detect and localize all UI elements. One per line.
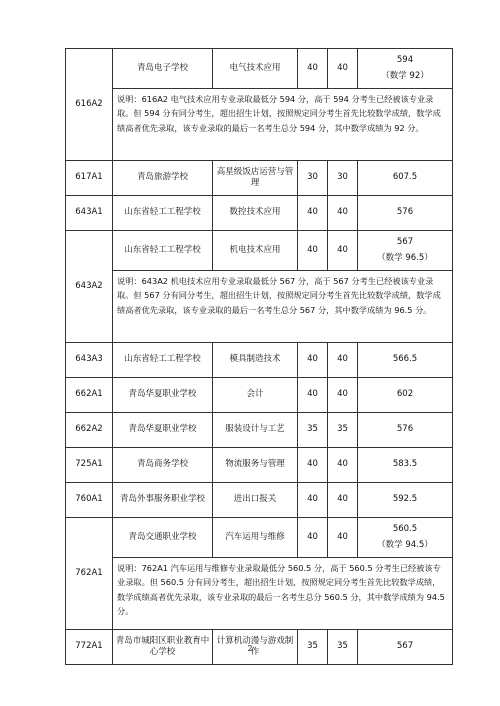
min-score-value: 594	[396, 55, 414, 66]
major-name-cell: 机电技术应用	[213, 231, 298, 271]
min-score-value: 583.5	[392, 459, 418, 470]
admitted-count-cell: 40	[328, 378, 358, 413]
min-score-value: 592.5	[392, 494, 418, 505]
table-row	[66, 231, 453, 271]
min-score-value: 566.5	[392, 354, 418, 365]
admitted-count-cell: 35	[328, 630, 358, 665]
plan-count-cell: 30	[298, 161, 328, 196]
program-code-cell: 617A1	[66, 161, 113, 196]
plan-count-cell: 35	[298, 413, 328, 448]
min-score-value: 576	[396, 424, 414, 435]
major-name-cell: 模具制造技术	[213, 343, 298, 378]
admitted-count-cell: 35	[328, 413, 358, 448]
table-row	[66, 49, 453, 89]
min-score-cell	[358, 483, 453, 518]
school-name-cell: 青岛华夏职业学校	[113, 413, 213, 448]
program-code-cell: 643A2	[66, 231, 113, 343]
major-name-cell: 电气技术应用	[213, 49, 298, 89]
major-name-cell: 高星级饭店运营与管理	[213, 161, 298, 196]
math-score-note: （数学 96.5）	[377, 252, 433, 263]
min-score-cell	[358, 378, 453, 413]
admission-scores-table	[65, 48, 453, 665]
table-row	[66, 448, 453, 483]
table-row	[66, 413, 453, 448]
program-code-cell: 643A1	[66, 196, 113, 231]
program-code-cell: 772A1	[66, 630, 113, 665]
school-name-cell: 青岛电子学校	[113, 49, 213, 89]
min-score-value: 567	[396, 237, 414, 248]
table-row	[66, 483, 453, 518]
plan-count-cell: 40	[298, 483, 328, 518]
school-name-cell: 青岛市城阳区职业教育中心学校	[113, 630, 213, 665]
min-score-cell	[358, 49, 453, 89]
table-note-row	[66, 558, 453, 630]
school-name-cell: 青岛外事服务职业学校	[113, 483, 213, 518]
admitted-count-cell: 40	[328, 343, 358, 378]
major-name-cell: 汽车运用与维修	[213, 518, 298, 558]
plan-count-cell: 40	[298, 196, 328, 231]
major-name-cell: 计算机动漫与游戏制作	[213, 630, 298, 665]
plan-count-cell: 40	[298, 518, 328, 558]
admitted-count-cell: 30	[328, 161, 358, 196]
school-name-cell: 山东省轻工工程学校	[113, 343, 213, 378]
plan-count-cell: 40	[298, 231, 328, 271]
major-name-cell: 数控技术应用	[213, 196, 298, 231]
program-code-cell: 662A2	[66, 413, 113, 448]
school-name-cell: 青岛交通职业学校	[113, 518, 213, 558]
min-score-cell	[358, 196, 453, 231]
table-row	[66, 378, 453, 413]
min-score-cell	[358, 448, 453, 483]
admitted-count-cell: 40	[328, 518, 358, 558]
program-code-cell: 662A1	[66, 378, 113, 413]
min-score-value: 602	[396, 389, 414, 400]
admitted-count-cell: 40	[328, 49, 358, 89]
min-score-value: 576	[396, 207, 414, 218]
plan-count-cell: 40	[298, 49, 328, 89]
tie-break-note: 说明：643A2 机电技术应用专业录取最低分 567 分，高于 567 分考生已经被该专业录取。但 567 分有同分考生，超出招生计划，按照规定同分考生首先比较数学成绩，数学成绩高者优先录取，该专业录取的最后一名考生总分 567 分，其中数学成绩为 96.5 分。	[113, 271, 453, 343]
min-score-value: 567	[396, 641, 414, 652]
admitted-count-cell: 40	[328, 448, 358, 483]
min-score-value: 607.5	[392, 172, 418, 183]
major-name-cell: 会计	[213, 378, 298, 413]
program-code-cell: 762A1	[66, 518, 113, 630]
plan-count-cell: 35	[298, 630, 328, 665]
program-code-cell: 616A2	[66, 49, 113, 161]
admitted-count-cell: 40	[328, 196, 358, 231]
page-number: 2	[247, 644, 253, 653]
admitted-count-cell: 40	[328, 231, 358, 271]
school-name-cell: 山东省轻工工程学校	[113, 196, 213, 231]
min-score-cell	[358, 518, 453, 558]
major-name-cell: 物流服务与管理	[213, 448, 298, 483]
program-code-cell: 643A3	[66, 343, 113, 378]
school-name-cell: 青岛华夏职业学校	[113, 378, 213, 413]
table-note-row	[66, 89, 453, 161]
major-name-cell: 服装设计与工艺	[213, 413, 298, 448]
min-score-cell	[358, 343, 453, 378]
program-code-cell: 760A1	[66, 483, 113, 518]
table-row	[66, 343, 453, 378]
math-score-note: （数学 94.5）	[377, 539, 433, 550]
plan-count-cell: 40	[298, 448, 328, 483]
school-name-cell: 山东省轻工工程学校	[113, 231, 213, 271]
min-score-cell	[358, 413, 453, 448]
min-score-value: 560.5	[392, 524, 418, 535]
school-name-cell: 青岛商务学校	[113, 448, 213, 483]
program-code-cell: 725A1	[66, 448, 113, 483]
min-score-cell	[358, 161, 453, 196]
major-name-cell: 进出口报关	[213, 483, 298, 518]
table-row	[66, 161, 453, 196]
tie-break-note: 说明：762A1 汽车运用与维修专业录取最低分 560.5 分，高于 560.5 分考生已经被该专业录取。但 560.5 分有同分考生，超出招生计划，按照规定同分考生首先比较数学成绩，数学成绩高者优先录取，该专业录取的最后一名考生总分 560.5 分，其中数学成绩为 94.5 分。	[113, 558, 453, 630]
school-name-cell: 青岛旅游学校	[113, 161, 213, 196]
math-score-note: （数学 92）	[381, 70, 429, 81]
plan-count-cell: 40	[298, 378, 328, 413]
tie-break-note: 说明：616A2 电气技术应用专业录取最低分 594 分，高于 594 分考生已经被该专业录取。但 594 分有同分考生，超出招生计划，按照规定同分考生首先比较数学成绩，数学成绩高者优先录取，该专业录取的最后一名考生总分 594 分，其中数学成绩为 92 分。	[113, 89, 453, 161]
min-score-cell	[358, 231, 453, 271]
table-row	[66, 196, 453, 231]
admitted-count-cell: 40	[328, 483, 358, 518]
plan-count-cell: 40	[298, 343, 328, 378]
table-note-row	[66, 271, 453, 343]
table-row	[66, 518, 453, 558]
